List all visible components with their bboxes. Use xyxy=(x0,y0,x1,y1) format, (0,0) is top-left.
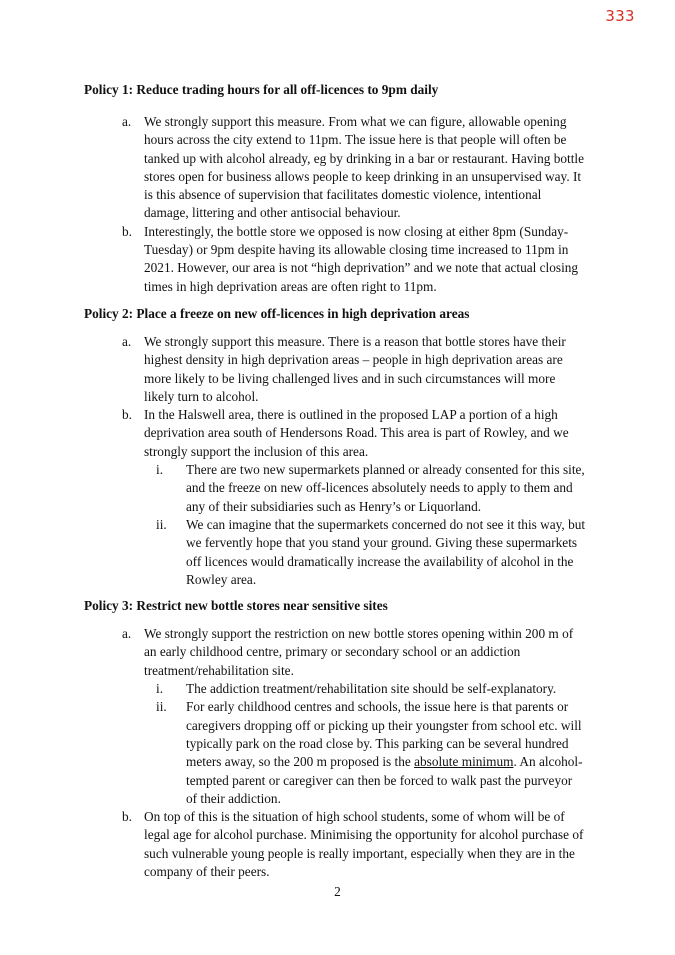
line-text: meters away, so the 200 m proposed is the xyxy=(186,754,415,770)
line: tempted parent or caregiver can then be forced to walk past the purveyor xyxy=(186,772,573,788)
line: treatment/rehabilitation site. xyxy=(144,662,294,678)
line: For early childhood centres and schools, the issue here is that parents or xyxy=(186,699,569,715)
line: any of their subsidiaries such as Henry’s or Liquorland. xyxy=(186,498,482,514)
policy-3-item-a xyxy=(84,625,604,680)
line: deprivation area south of Hendersons Road. This area is part of Rowley, and we xyxy=(144,425,569,441)
line: stores open for business allows people to keep drinking in an unsupervised way. It xyxy=(144,168,582,184)
list-marker: b. xyxy=(122,809,132,825)
line: tanked up with alcohol already, eg by drinking in a bar or restaurant. Having bottle xyxy=(144,150,585,166)
list-marker: ii. xyxy=(156,699,167,715)
list-marker: b. xyxy=(122,223,132,239)
line: hours across the city extend to 11pm. The issue here is that people will often be xyxy=(144,132,567,148)
line: We strongly support this measure. From what we can figure, allowable opening xyxy=(144,114,567,129)
policy-2-subitem-ii xyxy=(84,516,604,589)
policy-1-item-b xyxy=(84,223,604,296)
list-marker: a. xyxy=(122,333,132,349)
policy-2-heading: Policy 2: Place a freeze on new off-licences in high deprivation areas xyxy=(84,305,470,321)
line: typically park on the road close by. This parking can be several hundred xyxy=(186,735,569,751)
policy-2-subitem-i xyxy=(84,461,604,516)
page-stamp-number: 333 xyxy=(605,7,635,25)
line: Interestingly, the bottle store we opposed is now closing at either 8pm (Sunday- xyxy=(144,223,569,239)
line: more likely to be living challenged lives and in such circumstances will more xyxy=(144,370,556,386)
line: and the freeze on new off-licences absolutely needs to apply to them and xyxy=(186,480,573,496)
line: We strongly support the restriction on new bottle stores opening within 200 m of xyxy=(144,626,574,642)
policy-3-subitem-i xyxy=(84,680,604,698)
line: The addiction treatment/rehabilitation site should be self-explanatory. xyxy=(186,681,557,697)
list-marker: ii. xyxy=(156,516,167,532)
policy-3-heading: Policy 3: Restrict new bottle stores near sensitive sites xyxy=(84,598,388,614)
line: damage, littering and other antisocial behaviour. xyxy=(144,205,401,221)
line: legal age for alcohol purchase. Minimising the opportunity for alcohol purchase of xyxy=(144,827,584,843)
line: We strongly support this measure. There is a reason that bottle stores have their xyxy=(144,333,566,349)
policy-3-subitem-ii xyxy=(84,698,604,808)
policy-3-item-b xyxy=(84,808,604,881)
line: caregivers dropping off or picking up their youngster from school etc. will xyxy=(186,717,582,733)
line: Tuesday) or 9pm despite having its allowable closing time increased to 11pm in xyxy=(144,242,569,258)
list-marker: i. xyxy=(156,681,164,697)
line xyxy=(186,753,604,771)
line: such vulnerable young people is really important, especially when they are in the xyxy=(144,845,575,861)
line: highest density in high deprivation areas – people in high deprivation areas are xyxy=(144,352,563,368)
line: We can imagine that the supermarkets concerned do not see it this way, but xyxy=(186,516,586,532)
line-text: . An alcohol- xyxy=(513,754,583,770)
line: off licences would dramatically increase the availability of alcohol in the xyxy=(186,553,574,569)
line: strongly support the inclusion of this area. xyxy=(144,443,369,459)
list-marker: a. xyxy=(122,114,132,129)
page-number: 2 xyxy=(334,884,341,899)
policy-1-item-a xyxy=(84,113,604,223)
line: 2021. However, our area is not “high deprivation” and we note that actual closing xyxy=(144,260,579,276)
list-marker: a. xyxy=(122,626,132,642)
line: company of their peers. xyxy=(144,863,270,879)
line: likely turn to alcohol. xyxy=(144,388,259,404)
line: Rowley area. xyxy=(186,571,257,587)
line: is this absence of supervision that facilitates domestic violence, intentional xyxy=(144,187,542,203)
line: There are two new supermarkets planned or already consented for this site, xyxy=(186,462,585,478)
line: times in high deprivation areas are often right to 11pm. xyxy=(144,278,437,294)
list-marker: b. xyxy=(122,407,132,423)
line: In the Halswell area, there is outlined in the proposed LAP a portion of a high xyxy=(144,407,558,423)
line: of their addiction. xyxy=(186,790,281,806)
policy-1-heading: Policy 1: Reduce trading hours for all off-licences to 9pm daily xyxy=(84,82,439,97)
line: we fervently hope that you stand your ground. Giving these supermarkets xyxy=(186,535,578,551)
line: On top of this is the situation of high school students, some of whom will be of xyxy=(144,809,565,825)
list-marker: i. xyxy=(156,462,164,478)
document-body xyxy=(84,81,604,881)
policy-2-item-a xyxy=(84,333,604,406)
underlined-emphasis: absolute minimum xyxy=(414,754,514,770)
line: an early childhood centre, primary or secondary school or an addiction xyxy=(144,644,521,660)
policy-2-item-b xyxy=(84,406,604,461)
